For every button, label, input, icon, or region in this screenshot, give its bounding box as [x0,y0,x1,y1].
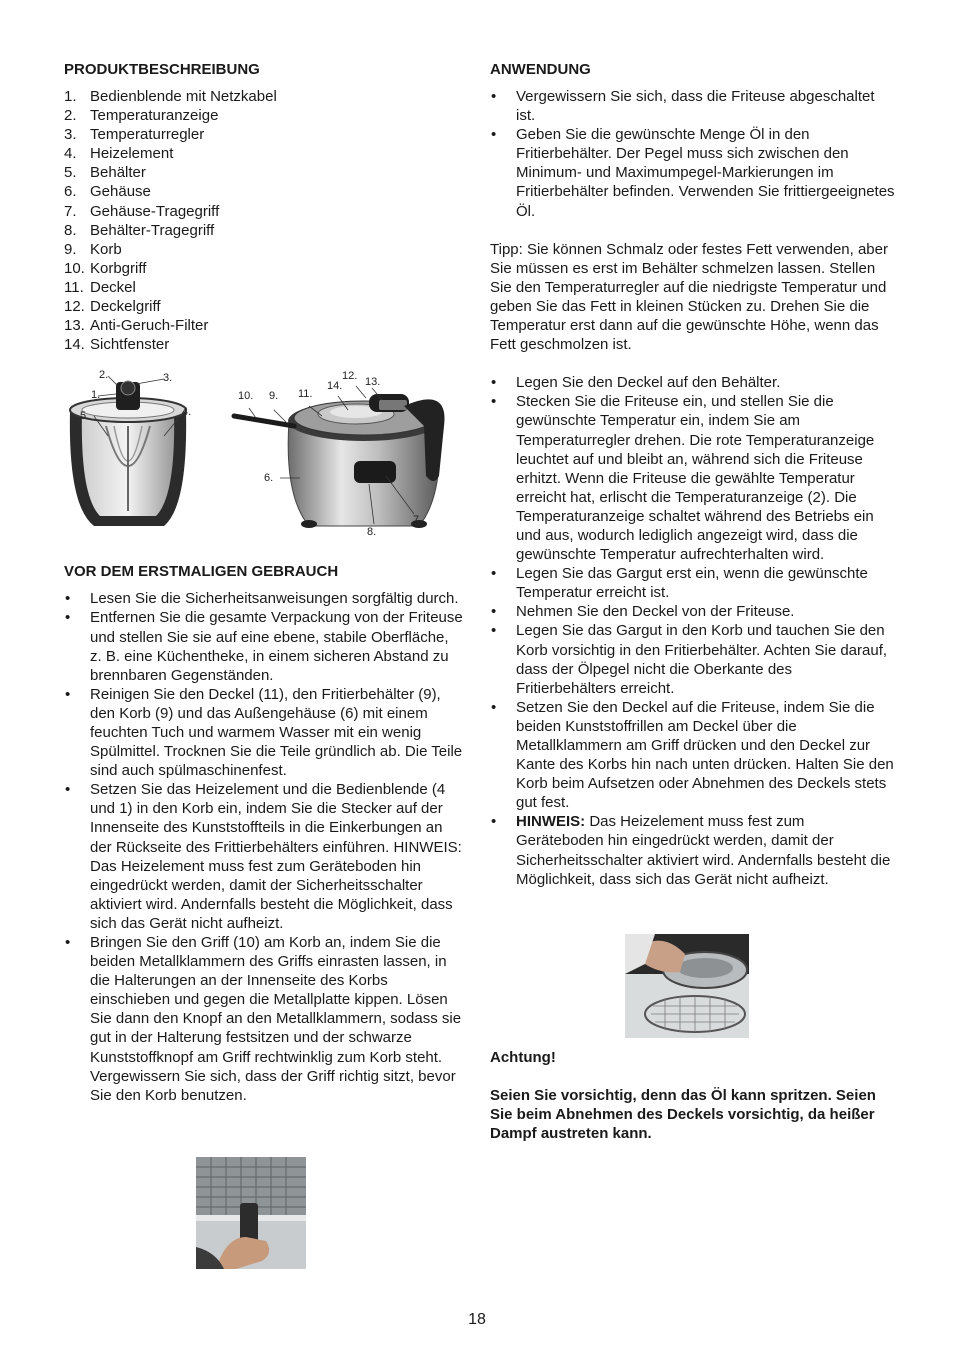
list-item: • Geben Sie die gewünschte Menge Öl in den Fritierbehälter. Der Pegel muss sich zwischen den Minimum- und Maximumpegel-Markierungen im Fritierbehälter befinden. Verwenden Sie frittiergeeignetes Öl. [490,125,895,220]
warning-text: Seien Sie vorsichtig, denn das Öl kann spritzen. Seien Sie beim Abnehmen des Deckels vorsichtig, da heißer Dampf austreten kann. [490,1087,876,1143]
list-item: • Nehmen Sie den Deckel von der Friteuse. [490,602,895,621]
page-number: 18 [468,1311,486,1328]
list-item [490,812,895,888]
figure-label: 10. [238,390,254,403]
figure-label: 1. [91,389,101,402]
right-column [490,60,895,889]
product-diagram [64,366,464,546]
list-item: • Lesen Sie die Sicherheitsanweisungen sorgfältig durch. [64,589,464,608]
usage-list-b [490,373,895,889]
usage-list-a [490,87,895,221]
warning-title: Achtung! [490,1049,556,1066]
list-item: • Legen Sie das Gargut in den Korb und tauchen Sie den Korb vorsichtig in den Fritierbehälter. Achten Sie darauf, dass der Ölpegel nicht die Oberkante des Fritierbehälters erreicht. [490,621,895,697]
parts-list [64,87,464,354]
list-item: • Bringen Sie den Griff (10) am Korb an, indem Sie die beiden Metallklammern des Griffs einrasten lassen, in die Halterungen an der Innenseite des Korbs einschieben und gegen die Metallplatte kippen. Lösen Sie dann den Knopf an den Metallklammern, sodass sie gut in der Halterung festsitzen und der schwarze Kunststoffknopf am Griff rechtwinklig zum Korb steht. Vergewissern Sie sich, dass der Griff richtig sitzt, bevor Sie den Korb benutzen. [64,933,464,1105]
figure-label: 6. [264,472,274,485]
note-text: Das Heizelement muss fest zum Geräteboden hin eingedrückt werden, damit der Sicherheitsschalter aktiviert wird. Andernfalls besteht die Möglichkeit, dass sich das Gerät nicht aufheizt. [516,813,891,888]
list-item: • Legen Sie den Deckel auf den Behälter. [490,373,895,392]
section-title-product: PRODUKTBESCHREIBUNG [64,61,260,78]
figure-label: 9. [269,390,279,403]
list-item: • Vergewissern Sie sich, dass die Friteuse abgeschaltet ist. [490,87,895,125]
figure-label: 3. [163,372,173,385]
figure-label: 2. [99,369,109,382]
list-item: • Reinigen Sie den Deckel (11), den Fritierbehälter (9), den Korb (9) und das Außengehäuse (6) mit einem feuchten Tuch und warmem Wasser mit ein wenig Spülmittel. Trocknen Sie die Teile gründlich ab. Die Teile sind auch spülmaschinenfest. [64,685,464,780]
figure-label: 12. [342,370,358,383]
list-item: 12. Deckelgriff [64,298,161,316]
lid-photo [625,934,749,1038]
figure-label: 4. [182,406,192,419]
list-item: • Setzen Sie das Heizelement und die Bedienblende (4 und 1) in den Korb ein, indem Sie die Stecker auf der Innenseite des Kunststoffteils in die Einkerbungen an der Rückseite des Frittierbehälters einführen. HINWEIS: Das Heizelement muss fest zum Geräteboden hin eingedrückt werden, damit der Sicherheitsschalter aktiviert wird. Andernfalls besteht die Möglichkeit, dass sich das Gerät nicht aufheizt. [64,780,464,933]
fryer-illustration [64,366,464,546]
warning-block [490,1048,895,1143]
list-item: 6. Gehäuse [64,183,151,201]
note-label: HINWEIS: [516,813,586,831]
list-item: • Legen Sie das Gargut erst ein, wenn die gewünschte Temperatur erreicht ist. [490,564,895,602]
list-item: • Setzen Sie den Deckel auf die Friteuse, indem Sie die beiden Kunststoffrillen am Deckel über die Metallklammern am Griff drücken und den Deckel zur Kante des Korbs hin nach unten drücken. Halten Sie den Korb beim Aufsetzen oder Abnehmen des Deckels stets gut fest. [490,698,895,813]
list-item: 13. Anti-Geruch-Filter [64,317,209,335]
list-item: 7. Gehäuse-Tragegriff [64,202,220,220]
section-title-usage: ANWENDUNG [490,61,591,78]
list-item: 3. Temperaturregler [64,126,205,144]
figure-label: 11. [298,388,313,401]
list-item: 1. Bedienblende mit Netzkabel [64,88,277,105]
section-title-first-use: VOR DEM ERSTMALIGEN GEBRAUCH [64,563,339,581]
list-item: 2. Temperaturanzeige [64,107,219,125]
figure-label: 7. [413,514,423,527]
list-item: 9. Korb [64,240,122,258]
first-use-list [64,589,464,1105]
list-item: • Entfernen Sie die gesamte Verpackung von der Friteuse und stellen Sie sie auf eine ebene, stabile Oberfläche, z. B. eine Küchentheke, in einem sicheren Abstand zu brennbaren Gegenständen. [64,608,464,684]
list-item: 14. Sichtfenster [64,336,170,354]
tip-paragraph: Tipp: Sie können Schmalz oder festes Fett verwenden, aber Sie müssen es erst im Behälter schmelzen lassen. Stellen Sie den Temperaturregler auf die niedrigste Temperatur und geben Sie das Fett in kleinen Stücken zu. Drehen Sie die Temperatur erst dann auf die gewünschte Höhe, wenn das Fett geschmolzen ist. [490,240,888,354]
basket-handle-photo [196,1157,306,1269]
list-item: • Stecken Sie die Friteuse ein, und stellen Sie die gewünschte Temperatur ein, indem Sie am Temperaturregler drehen. Die rote Temperaturanzeige leuchtet auf und bleibt an, während sich die Friteuse erhitzt. Wenn die Friteuse die gewählte Temperatur erreicht hat, erlischt die Temperaturanzeige (2). Die Temperaturanzeige schaltet während des Betriebs ein und aus, wodurch lediglich angezeigt wird, dass die gewünschte Temperatur aufrechterhalten wird. [490,392,895,564]
figure-label: 8. [367,526,377,539]
figure-label: 5. [80,410,90,423]
list-item: 5. Behälter [64,164,146,182]
left-column [64,60,464,1105]
figure-label: 13. [365,376,381,389]
list-item: 11. Deckel [64,278,136,296]
list-item: 10. Korbgriff [64,259,147,277]
figure-label: 14. [327,380,343,393]
list-item: 4. Heizelement [64,145,174,163]
list-item: 8. Behälter-Tragegriff [64,221,215,239]
